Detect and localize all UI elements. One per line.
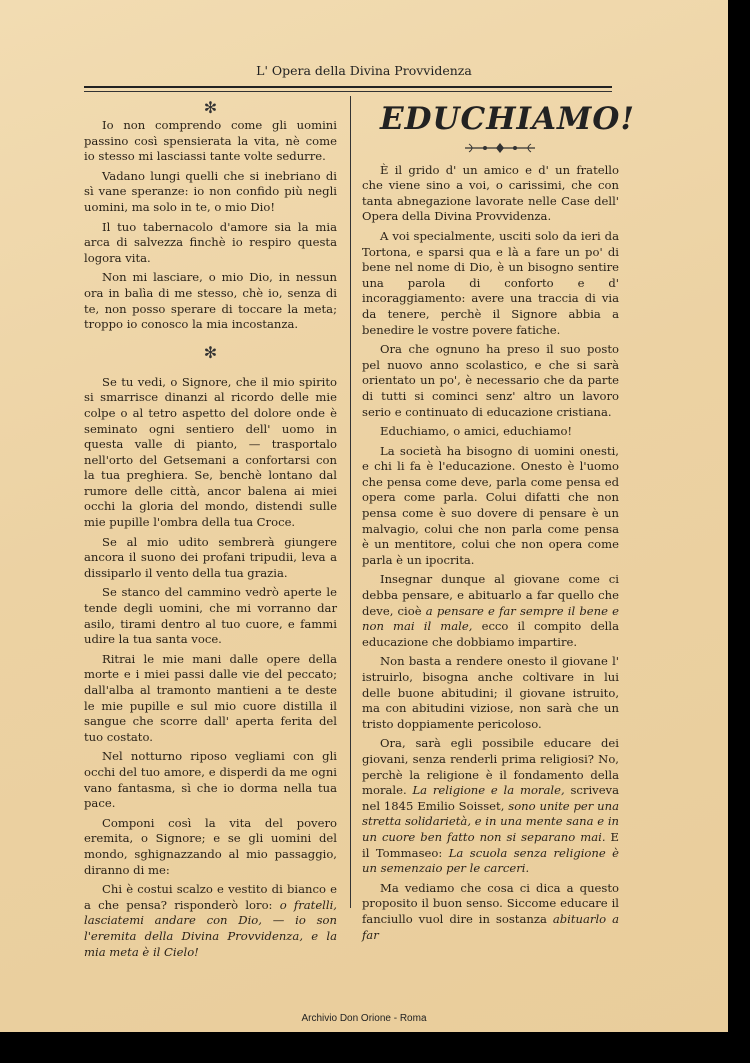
italic-text: abituarlo a far [362,911,619,942]
running-header: L' Opera della Divina Provvidenza [256,63,472,78]
paragraph: È il grido d' un amico e d' un fratello che viene sino a voi, o carissimi, che con tanta abnegazione lavorate nelle Case dell' Opera della Divina Provvidenza. [362,162,619,224]
paragraph: Ora, sarà egli possibile educare dei giovani, senza renderli prima religiosi? No, perchè la religione è il fondamento della morale. La religione e la morale, scriveva nel 1845 Emilio Soisset, sono unite per una stretta solidarietà, e in una mente sana e in un cuore ben fatto non si separano mai. E il Tommaseo: La scuola senza religione è un semenzaio per le carceri. [362,736,620,876]
paragraph: Nel notturno riposo vegliami con gli occhi del tuo amore, e disperdi da me ogni vano fantasma, sì che io dorma nella tua pace. [84,749,337,811]
paragraph: Ritrai le mie mani dalle opere della morte e i miei passi dalle vie del peccato; dall'alba al tramonto mantieni a te deste le mie pupille e sul mio cuore distilla il sangue che scorre dall' aperta ferita del tuo costato. [84,651,337,744]
paragraph: Vadano lungi quelli che si inebriano di sì vane speranze: io non confido più negli uomini, ma solo in te, o mio Dio! [84,168,337,214]
article-title: EDUCHIAMO! [380,101,635,137]
paragraph: Il tuo tabernacolo d'amore sia la mia arca di salvezza finchè io respiro questa logora vita. [84,219,337,265]
paragraph: Insegnar dunque al giovane come ci debba pensare, e abituarlo a far quello che deve, cioè a pensare e far sempre il bene e non mai il male, ecco il compito della educazione che dobbiamo impartire. [362,572,620,649]
paragraph: La società ha bisogno di uomini onesti, e chi li fa è l'educazione. Onesto è l'uomo che pensa come deve, parla come pensa ed opera come parla. Colui difatti che non pensa come è suo dovere di pensare è un malvagio, colui che non parla come pensa è un mentitore, colui che non opera come parla è un ipocrita. [362,443,619,567]
right-column [362,100,635,947]
paragraph: Se al mio udito sembrerà giungere ancora il suono dei profani tripudii, leva a dissiparlo il vento della tua grazia. [84,534,337,580]
asterism-ornament: ✻ [203,342,218,362]
paragraph: Ma vediamo che cosa ci dica a questo proposito il buon senso. Siccome educare il fanciullo vuol dire in sostanza abituarlo a far [362,880,619,942]
closing-paragraph: Chi è costui scalzo e vestito di bianco e a che pensa? risponderò loro: o fratelli, lasciatemi andare con Dio, — io son l'eremita della Divina Provvidenza, e la mia meta è il Cielo! [84,882,337,959]
italic-text: sono unite per una stretta solidarietà, e in una mente sana e in un cuore ben fatto non si separano mai. [362,798,620,844]
header-rule-thick [84,86,612,88]
italic-text: La religione e la morale, [412,783,565,798]
italic-text: La scuola senza religione è un semenzaio per le carceri. [362,845,620,876]
column-divider [350,96,351,908]
archive-caption: Archivio Don Orione - Roma [301,1013,427,1024]
scan-border [0,1032,750,1063]
paragraph: Se stanco del cammino vedrò aperte le tende degli uomini, che mi vorranno dar asilo, tirami dentro al tuo cuore, e fammi udire la tua santa voce. [84,585,337,647]
asterism-ornament: ✻ [203,98,218,117]
paragraph: Non mi lasciare, o mio Dio, in nessun ora in balìa di me stesso, chè io, senza di te, non posso sperare di toccare la meta; troppo io conosco la mia incostanza. [84,270,337,332]
italic-text: o fratelli, lasciatemi andare con Dio, — io son l'eremita della Divina Provvidenza, e la mia meta è il Cielo! [84,897,337,959]
paragraph: Componi così la vita del povero eremita, o Signore; e se gli uomini del mondo, sghignazzando al mio passaggio, diranno di me: [84,815,337,877]
paragraph: Io non comprendo come gli uomini passino così spensierata la vita, nè come io stesso mi lasciassi tante volte sedurre. [84,118,337,164]
flourish-icon [463,142,537,154]
paragraph: Educhiamo, o amici, educhiamo! [380,424,573,439]
paragraph: Ora che ognuno ha preso il suo posto pel nuovo anno scolastico, e che si sarà orientato un po', è necessario che da parte di tutti si cominci senz' altro un lavoro serio e continuato di educazione cristiana. [362,342,619,419]
paragraph: A voi specialmente, usciti solo da ieri da Tortona, e sparsi qua e là a fare un po' di bene nel nome di Dio, è un bisogno sentire una parola di conforto e d' incoraggiamento: avere una traccia di via da tenere, perchè il Signore abbia a benedire le vostre povere fatiche. [362,228,619,337]
left-column [84,98,337,964]
header-rule-thin [84,91,612,92]
italic-text: a pensare e far sempre il bene e non mai il male, [362,603,619,634]
paragraph: Non basta a rendere onesto il giovane l' istruirlo, bisogna anche coltivare in lui delle buone abitudini; il giovane istruito, ma con abitudini viziose, non sarà che un tristo doppiamente pericoloso. [362,654,619,731]
flourish-ornament [362,142,619,159]
paragraph: Se tu vedi, o Signore, che il mio spirito si smarrisce dinanzi al ricordo delle mie colpe o al tetro aspetto del dolore onde è seminato ogni sentiero dell' uomo in questa valle di pianto, — trasportalo nell'orto del Getsemani a confortarsi con la tua preghiera. Se, benchè lontano dal rumore delle città, ancor balena ai miei occhi la gloria del mondo, distendi sulle mie pupille l'ombra della tua Croce. [84,374,337,530]
